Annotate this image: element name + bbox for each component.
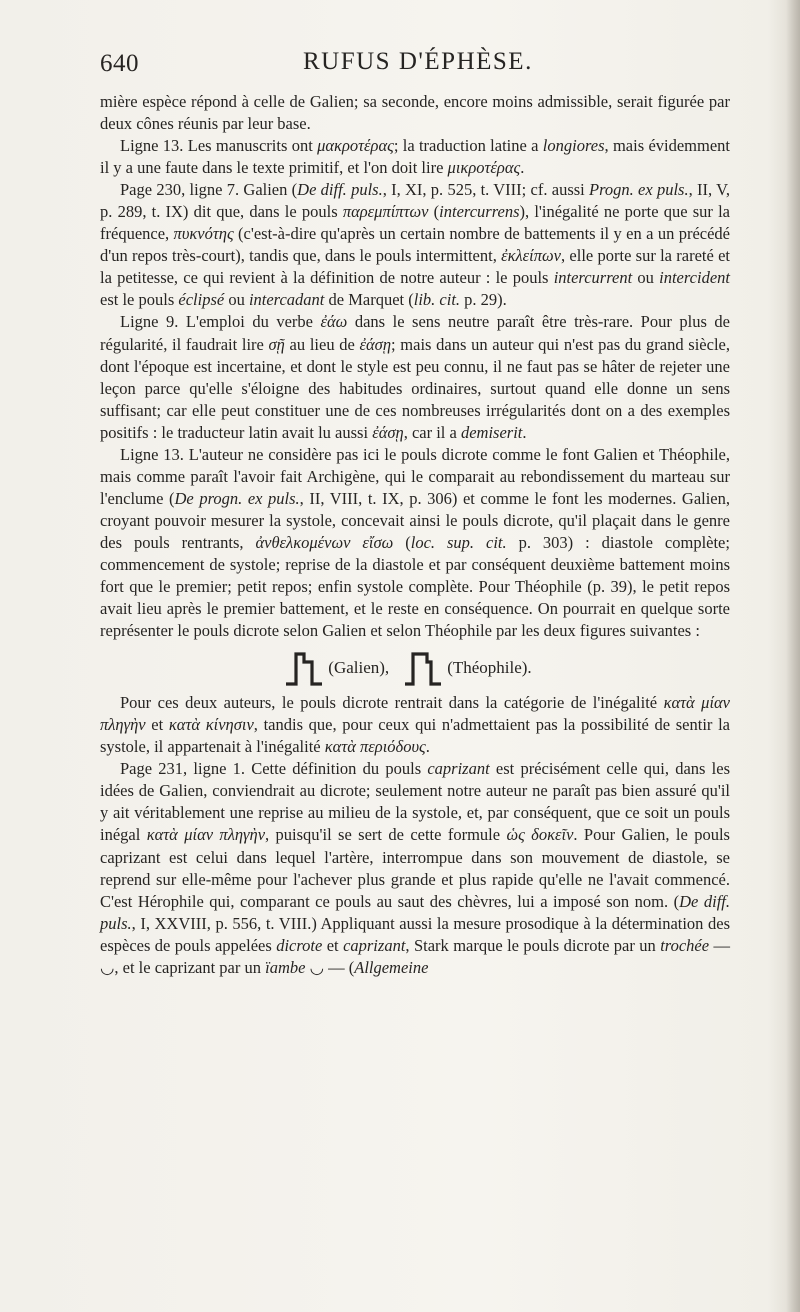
running-head: RUFUS D'ÉPHÈSE. <box>303 48 533 75</box>
paragraph: Ligne 9. L'emploi du verbe ἐάω dans le sens neutre paraît être très-rare. Pour plus de régularité, il faudrait lire σῇ au lieu de ἐάσῃ; mais dans un auteur qui n'est pas du grand siècle, dont l'époque est incertaine, et dont le style est peu connu, il ne faut pas se hâter de rejeter une leçon parce qu'elle s'éloigne des habitudes ordinaires, surtout quand elle donne un sens suffisant; car elle peut constituer une de ces nombreuses irrégularités dont on a des exemples positifs : le traducteur latin avait lu aussi ἐάσῃ, car il a demiserit. <box>100 312 730 442</box>
body-text <box>100 91 730 979</box>
figure-label-theophile: (Théophile). <box>447 658 532 678</box>
page-edge <box>786 0 800 1312</box>
paragraph: Ligne 13. L'auteur ne considère pas ici le pouls dicrote comme le font Galien et Théophile, mais comme paraît l'avoir fait Archigène, qui le comparait au rebondissement du marteau sur l'enclume (De progn. ex puls., II, VIII, t. IX, p. 306) et comme le font les modernes. Galien, croyant pouvoir mesurer la systole, concevait ainsi le pouls dicrote, qu'il plaçait dans le genre des pouls rentrants, ἀνθελκομένων εἴσω (loc. sup. cit. p. 303) : diastole complète; commencement de systole; reprise de la diastole et par conséquent deuxième battement moins fort que le premier; petit repos; enfin systole complète. Pour Théophile (p. 39), le petit repos avait lieu après le premier battement, et le reste en conséquence. On pourrait en quelque sorte représenter le pouls dicrote selon Galien et selon Théophile par les deux figures suivantes : <box>100 444 731 641</box>
paragraph: Pour ces deux auteurs, le pouls dicrote rentrait dans la catégorie de l'inégalité κατὰ μίαν πληγὴν et κατὰ κίνησιν, tandis que, pour ceux qui n'admettaient pas la possibilité de sentir la systole, il appartenait à l'inégalité κατὰ περιόδους. <box>100 693 731 757</box>
page-header <box>100 42 730 78</box>
paragraph: Page 231, ligne 1. Cette définition du pouls caprizant est précisément celle qui, dans les idées de Galien, conviendrait au dicrote; seulement notre auteur ne paraît pas bien assuré qu'il y ait véritablement une reprise au milieu de la systole, et, par conséquent, que ce soit un pouls inégal κατὰ μίαν πληγὴν, puisqu'il se sert de cette formule ὡς δοκεῖν. Pour Galien, le pouls caprizant est celui dans lequel l'artère, interrompue dans son mouvement de diastole, se reprend sur elle-même pour l'achever plus grande et plus rapide qu'elle ne l'avait commencé. C'est Hérophile qui, comparant ce pouls au saut des chèvres, lui a imposé son nom. (De diff. puls., I, XXVIII, p. 556, t. VIII.) Appliquant aussi la mesure prosodique à la détermination des espèces de pouls appelées dicrote et caprizant, Stark marque le pouls dicrote par un trochée — ◡, et le caprizant par un ïambe ◡ — (Allgemeine <box>100 759 731 977</box>
pulse-figures <box>100 644 730 692</box>
figure-label-galien: (Galien), <box>328 658 390 678</box>
paragraph: Page 230, ligne 7. Galien (De diff. puls., I, XI, p. 525, t. VIII; cf. aussi Progn. ex puls., II, V, p. 289, t. IX) dit que, dans le pouls παρεμπίπτων (intercurrens), l'inégalité ne porte que sur la fréquence, πυκνότης (c'est-à-dire qu'après un certain nombre de battements il y en a un précédé d'un repos très-court), tandis que, dans le pouls intermittent, ἐκλείπων, elle porte sur la rareté et la petitesse, ce qui revient à la définition de notre auteur : le pouls intercurrent ou intercident est le pouls éclipsé ou intercadant de Marquet (lib. cit. p. 29). <box>100 180 731 310</box>
paragraph: Ligne 13. Les manuscrits ont μακροτέρας; la traduction latine a longiores, mais évidemment il y a une faute dans le texte primitif, et l'on doit lire μικροτέρας. <box>100 136 730 178</box>
page-number: 640 <box>100 50 139 77</box>
paragraph: mière espèce répond à celle de Galien; sa seconde, encore moins admissible, serait figurée par deux cônes réunis par leur base. <box>100 92 730 134</box>
galien-pulse-diagram <box>284 648 324 688</box>
theophile-pulse-diagram <box>403 648 443 688</box>
